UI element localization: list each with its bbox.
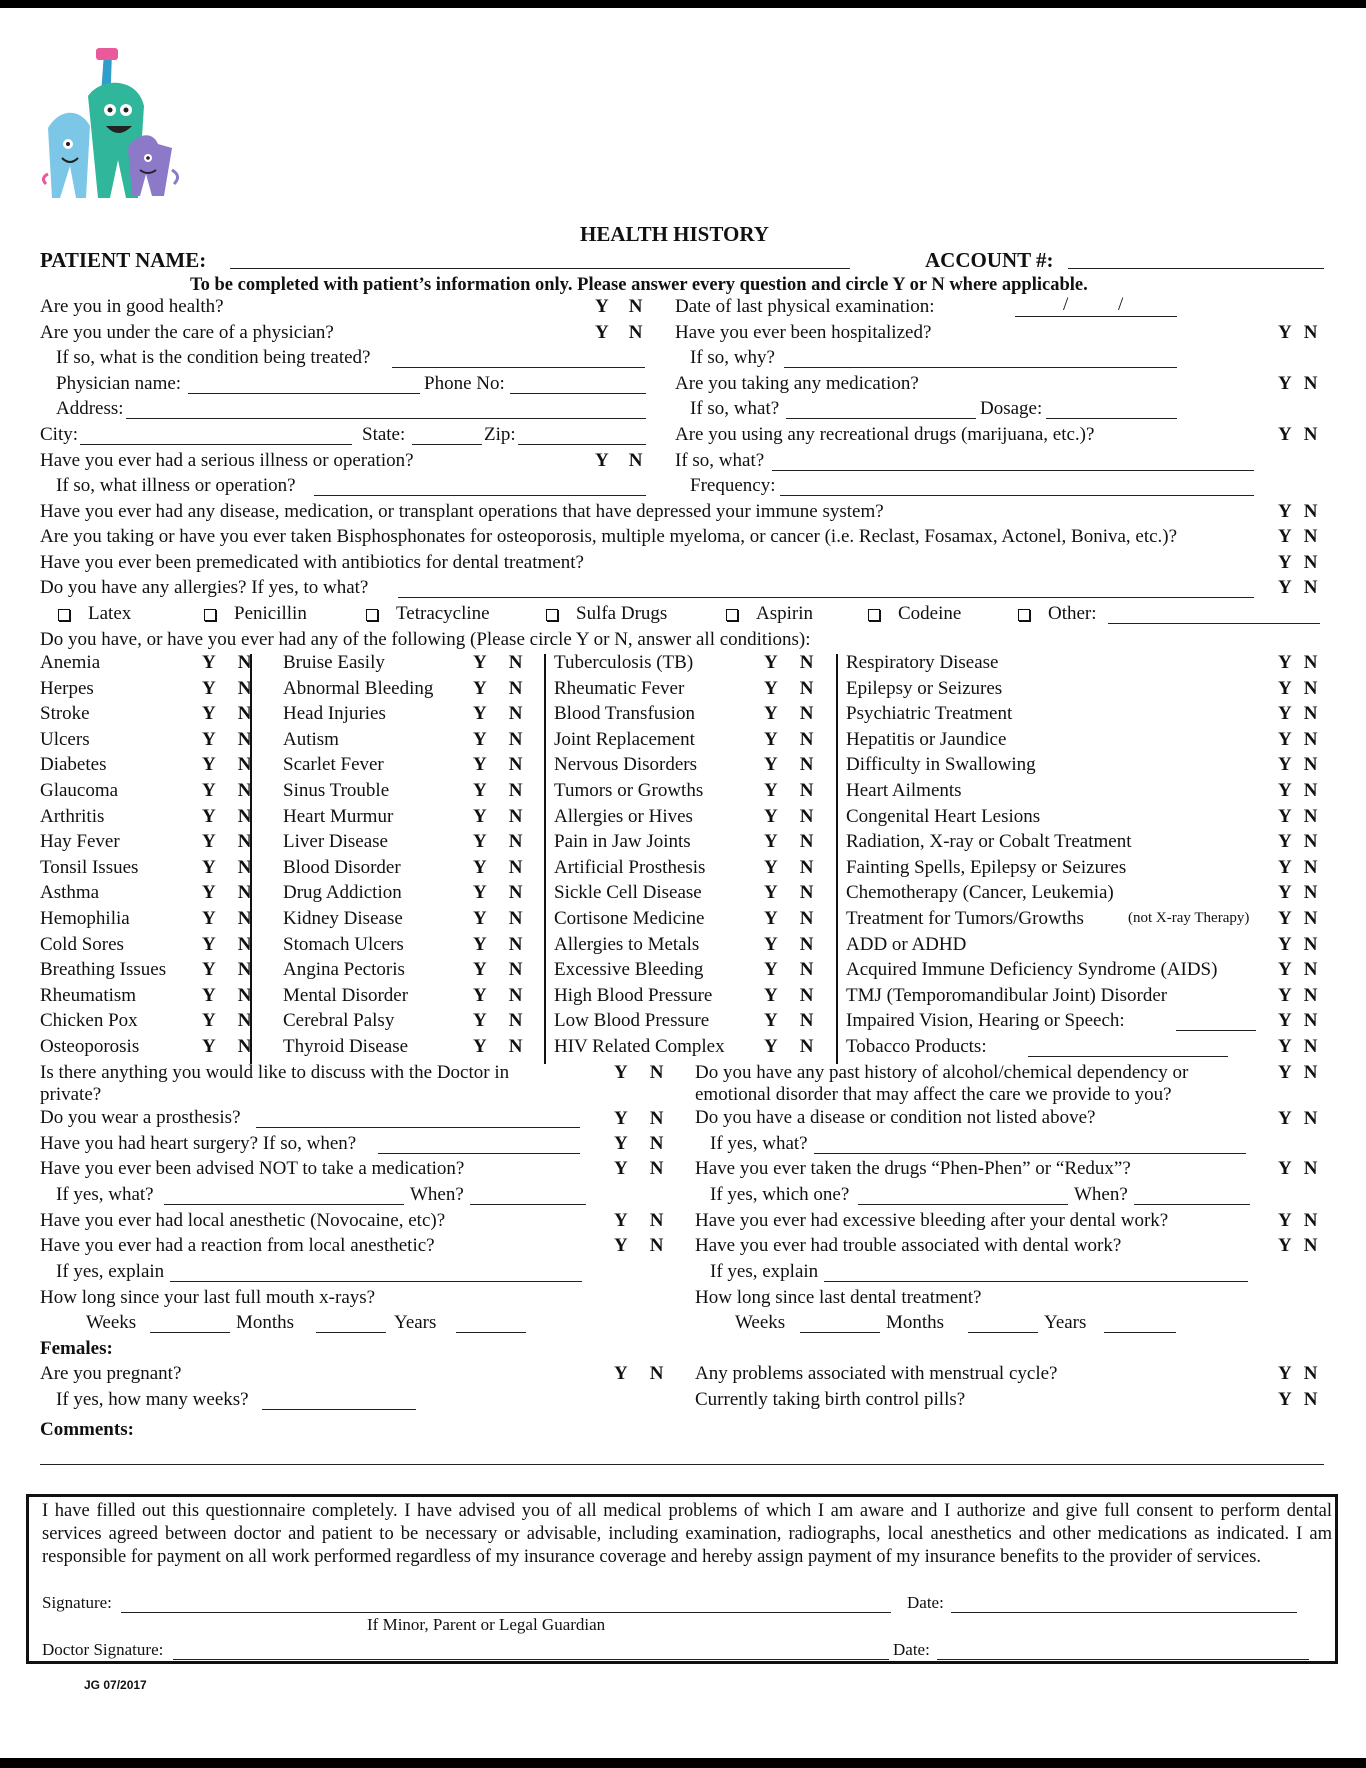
xrays-weeks-field[interactable] xyxy=(150,1332,230,1333)
yn-heart-surgery[interactable]: Y N xyxy=(614,1133,664,1154)
yn-prosthesis[interactable]: Y N xyxy=(614,1108,664,1129)
treatment-years-field[interactable] xyxy=(1104,1332,1176,1333)
condition-label: Hemophilia xyxy=(40,908,130,929)
checkbox-icon[interactable] xyxy=(726,609,738,621)
q-phen-phen: Have you ever taken the drugs “Phen-Phen” or “Redux”? xyxy=(695,1158,1131,1179)
condition-label: Ulcers xyxy=(40,728,90,750)
condition-label: Excessive Bleeding xyxy=(554,959,704,981)
condition-label: Head Injuries xyxy=(283,703,386,725)
xrays-months-label: Months xyxy=(236,1312,295,1333)
pregnant-weeks-field[interactable] xyxy=(262,1409,416,1410)
condition-label: High Blood Pressure xyxy=(554,984,713,1006)
condition-yn[interactable]: Y N xyxy=(202,652,252,673)
condition-yn[interactable]: Y N xyxy=(764,831,814,853)
trouble-explain-field[interactable] xyxy=(824,1281,1248,1282)
comments-label: Comments: xyxy=(40,1419,134,1440)
condition-label: Difficulty in Swallowing xyxy=(846,754,1036,776)
condition-yn[interactable]: Y N xyxy=(764,728,814,750)
condition-label: Cerebral Palsy xyxy=(283,1010,395,1032)
condition-detail-field[interactable] xyxy=(1176,1030,1256,1031)
condition-label: Angina Pectoris xyxy=(283,959,405,981)
condition-yn[interactable]: Y N xyxy=(1278,1010,1318,1032)
yn-discuss-private[interactable]: Y N xyxy=(614,1062,664,1083)
condition-yn[interactable]: Y N xyxy=(764,754,814,776)
condition-label: Psychiatric Treatment xyxy=(846,703,1013,725)
condition-yn[interactable]: Y N xyxy=(1278,831,1318,853)
patient-name-field[interactable] xyxy=(230,268,850,269)
allergy-option-sulfa[interactable]: Sulfa Drugs xyxy=(546,603,667,625)
q-recreational: Are you using any recreational drugs (marijuana, etc.)? xyxy=(675,424,1095,445)
condition-label: Tuberculosis (TB) xyxy=(554,652,694,673)
yn-medication[interactable]: Y N xyxy=(1278,373,1318,394)
treatment-weeks-label: Weeks xyxy=(735,1312,786,1333)
allergy-option-tetracycline[interactable]: Tetracycline xyxy=(366,603,490,625)
q-good-health: Are you in good health? xyxy=(40,296,224,317)
females-heading: Females: xyxy=(40,1338,113,1359)
condition-label: Glaucoma xyxy=(40,780,119,801)
checkbox-icon[interactable] xyxy=(868,609,880,621)
condition-yn[interactable]: Y N xyxy=(1278,882,1318,904)
condition-label: Diabetes xyxy=(40,754,107,776)
q-medication: Are you taking any medication? xyxy=(675,373,919,394)
signature-field[interactable] xyxy=(121,1612,891,1613)
dosage-label: Dosage: xyxy=(980,398,1043,419)
q-xrays: How long since your last full mouth x-rays? xyxy=(40,1287,376,1308)
address-label: Address: xyxy=(56,398,124,419)
doctor-date-label: Date: xyxy=(893,1640,930,1659)
yn-premedicated[interactable]: Y N xyxy=(1278,552,1318,573)
condition-label: Allergies or Hives xyxy=(554,805,693,827)
yn-immune[interactable]: Y N xyxy=(1278,501,1318,522)
yn-reaction[interactable]: Y N xyxy=(614,1235,664,1256)
condition-treated-field[interactable] xyxy=(392,367,645,368)
condition-yn[interactable]: Y N xyxy=(473,1010,523,1032)
condition-label: ADD or ADHD xyxy=(846,933,967,955)
yn-physician-care[interactable]: Y N xyxy=(595,322,643,343)
q-discuss-private: Is there anything you would like to discuss with the Doctor in xyxy=(40,1062,510,1083)
why-label: If so, why? xyxy=(690,347,775,368)
condition-yn[interactable]: Y N xyxy=(764,780,814,801)
condition-label: Blood Transfusion xyxy=(554,703,695,725)
condition-yn[interactable]: Y N xyxy=(202,933,252,955)
q-not-listed: Do you have a disease or condition not listed above? xyxy=(695,1107,1096,1128)
q-dependency-2: emotional disorder that may affect the care we provide to you? xyxy=(695,1084,1172,1105)
condition-label: Anemia xyxy=(40,652,101,673)
condition-yn[interactable]: Y N xyxy=(202,703,252,725)
patient-name-label: PATIENT NAME: xyxy=(40,248,207,272)
condition-yn[interactable]: Y N xyxy=(473,780,523,801)
condition-label: Chicken Pox xyxy=(40,1010,138,1032)
q-dependency: Do you have any past history of alcohol/chemical dependency or xyxy=(695,1062,1189,1083)
instructions: To be completed with patient’s information only. Please answer every question and circle Y or N where applicable. xyxy=(190,275,1088,295)
condition-label: Arthritis xyxy=(40,805,105,827)
not-take-med-when-field[interactable] xyxy=(470,1204,586,1205)
condition-yn[interactable]: Y N xyxy=(1278,754,1318,776)
q-birth-control: Currently taking birth control pills? xyxy=(695,1389,966,1410)
yn-recreational[interactable]: Y N xyxy=(1278,424,1318,445)
condition-yn[interactable]: Y N xyxy=(764,1036,814,1057)
yn-not-listed[interactable]: Y N xyxy=(1278,1108,1318,1129)
condition-yn[interactable]: Y N xyxy=(473,754,523,776)
condition-yn[interactable]: Y N xyxy=(1278,984,1318,1006)
condition-yn[interactable]: Y N xyxy=(764,856,814,878)
comments-field[interactable] xyxy=(40,1464,1324,1465)
yn-excessive-bleeding[interactable]: Y N xyxy=(1278,1210,1318,1231)
checkbox-icon[interactable] xyxy=(58,609,70,621)
xrays-weeks-label: Weeks xyxy=(86,1312,137,1333)
condition-label: Sinus Trouble xyxy=(283,780,390,801)
condition-label: Abnormal Bleeding xyxy=(283,677,434,699)
q-bisphosphonates: Are you taking or have you ever taken Bisphosphonates for osteoporosis, multiple myeloma, or cancer (i.e. Reclast, Fosamax, Actonel, Boniva, etc.)? xyxy=(40,526,1178,547)
q-physician-care: Are you under the care of a physician? xyxy=(40,322,334,343)
signature-label: Signature: xyxy=(42,1593,112,1612)
checkbox-icon[interactable] xyxy=(366,609,378,621)
yn-hospitalized[interactable]: Y N xyxy=(1278,322,1318,343)
date-slash-1: / xyxy=(1063,294,1069,315)
yn-menstrual[interactable]: Y N xyxy=(1278,1363,1318,1384)
checkbox-icon[interactable] xyxy=(1018,609,1030,621)
condition-yn[interactable]: Y N xyxy=(764,805,814,827)
condition-yn[interactable]: Y N xyxy=(473,1036,523,1057)
condition-yn[interactable]: Y N xyxy=(473,677,523,699)
condition-label: Treatment for Tumors/Growths xyxy=(846,908,1084,929)
q-last-dental-treatment: How long since last dental treatment? xyxy=(695,1287,982,1308)
q-immune: Have you ever had any disease, medication, or transplant operations that have depressed your immune system? xyxy=(40,501,884,522)
frequency-label: Frequency: xyxy=(690,475,776,496)
condition-yn[interactable]: Y N xyxy=(1278,703,1318,725)
phen-which-label: If yes, which one? xyxy=(710,1184,850,1205)
condition-label: Tonsil Issues xyxy=(40,856,139,878)
medication-what-field[interactable] xyxy=(786,418,976,419)
reaction-explain-label: If yes, explain xyxy=(56,1261,165,1282)
yn-birth-control[interactable]: Y N xyxy=(1278,1389,1318,1410)
condition-yn[interactable]: Y N xyxy=(202,1036,252,1057)
yn-serious-illness[interactable]: Y N xyxy=(595,450,643,471)
condition-yn[interactable]: Y N xyxy=(202,959,252,981)
q-not-take-medication: Have you ever been advised NOT to take a medication? xyxy=(40,1158,465,1179)
condition-yn[interactable]: Y N xyxy=(202,831,252,853)
yn-allergies[interactable]: Y N xyxy=(1278,577,1318,598)
physician-name-label: Physician name: xyxy=(56,373,182,394)
treatment-weeks-field[interactable] xyxy=(800,1332,880,1333)
state-field[interactable] xyxy=(412,444,482,445)
consent-box xyxy=(26,1494,1338,1664)
signature-date-field[interactable] xyxy=(951,1612,1297,1613)
condition-yn[interactable]: Y N xyxy=(764,882,814,904)
condition-label: Epilepsy or Seizures xyxy=(846,677,1003,699)
condition-label: Autism xyxy=(283,728,339,750)
signature-date-label: Date: xyxy=(907,1593,944,1612)
q-heart-surgery: Have you had heart surgery? If so, when? xyxy=(40,1133,357,1154)
condition-label: Liver Disease xyxy=(283,831,388,853)
condition-label: Cortisone Medicine xyxy=(554,908,705,929)
condition-yn[interactable]: Y N xyxy=(1278,728,1318,750)
date-slash-2: / xyxy=(1118,294,1124,315)
xrays-months-field[interactable] xyxy=(316,1332,386,1333)
condition-yn[interactable]: Y N xyxy=(473,652,523,673)
phone-label: Phone No: xyxy=(424,373,505,394)
why-field[interactable] xyxy=(784,367,1177,368)
condition-label: Mental Disorder xyxy=(283,984,409,1006)
condition-yn[interactable]: Y N xyxy=(202,677,252,699)
phone-field[interactable] xyxy=(510,393,646,394)
condition-yn[interactable]: Y N xyxy=(202,754,252,776)
condition-label: Rheumatism xyxy=(40,984,137,1006)
condition-label: Asthma xyxy=(40,882,100,904)
heart-surgery-field[interactable] xyxy=(378,1153,580,1154)
tooth-monsters-logo-icon xyxy=(40,48,190,218)
condition-label: Heart Murmur xyxy=(283,805,394,827)
condition-yn[interactable]: Y N xyxy=(1278,1036,1318,1057)
condition-note: (not X-ray Therapy) xyxy=(1128,910,1250,926)
condition-label: Congenital Heart Lesions xyxy=(846,805,1041,827)
q-serious-illness: Have you ever had a serious illness or operation? xyxy=(40,450,414,471)
condition-label: Acquired Immune Deficiency Syndrome (AIDS) xyxy=(846,959,1218,981)
condition-label: Radiation, X-ray or Cobalt Treatment xyxy=(846,831,1132,853)
q-allergies: Do you have any allergies? If yes, to what? xyxy=(40,577,369,598)
conditions-intro: Do you have, or have you ever had any of the following (Please circle Y or N, answer all conditions): xyxy=(40,629,811,650)
condition-yn[interactable]: Y N xyxy=(1278,780,1318,801)
condition-yn[interactable]: Y N xyxy=(473,728,523,750)
condition-label: Rheumatic Fever xyxy=(554,677,685,699)
condition-yn[interactable]: Y N xyxy=(764,933,814,955)
condition-label: Allergies to Metals xyxy=(554,933,700,955)
recreational-what-label: If so, what? xyxy=(675,450,765,471)
frequency-field[interactable] xyxy=(780,495,1254,496)
allergy-option-codeine[interactable]: Codeine xyxy=(868,603,961,625)
yn-trouble-dental[interactable]: Y N xyxy=(1278,1235,1318,1256)
q-menstrual: Any problems associated with menstrual cycle? xyxy=(695,1363,1058,1384)
condition-label: Hay Fever xyxy=(40,831,120,853)
prosthesis-field[interactable] xyxy=(256,1127,580,1128)
yn-phen-phen[interactable]: Y N xyxy=(1278,1158,1318,1179)
condition-yn[interactable]: Y N xyxy=(1278,856,1318,878)
condition-yn[interactable]: Y N xyxy=(764,959,814,981)
guardian-note: If Minor, Parent or Legal Guardian xyxy=(367,1615,606,1634)
city-label: City: xyxy=(40,424,79,445)
pregnant-weeks-label: If yes, how many weeks? xyxy=(56,1389,249,1410)
condition-yn[interactable]: Y N xyxy=(473,984,523,1006)
zip-label: Zip: xyxy=(484,424,516,445)
consent-text: I have filled out this questionnaire completely. I have advised you of all medical problems of which I am aware and I authorize and give full consent to perform dental services agreed between doctor and patient to be necessary or advisable, including examination, radiographs, local anesthetics and other medications as indicated. I am responsible for payment on all work performed regardless of my insurance coverage and hereby assign payment of my insurance benefits to the provider of services. xyxy=(42,1501,1332,1567)
condition-yn[interactable]: Y N xyxy=(764,1010,814,1032)
reaction-explain-field[interactable] xyxy=(170,1281,582,1282)
condition-label: Stroke xyxy=(40,703,90,725)
condition-yn[interactable]: Y N xyxy=(202,856,252,878)
conditions-column-divider xyxy=(544,654,546,1064)
condition-label: Fainting Spells, Epilepsy or Seizures xyxy=(846,856,1127,878)
doctor-date-field[interactable] xyxy=(937,1659,1309,1660)
not-take-med-what-label: If yes, what? xyxy=(56,1184,154,1205)
condition-yn[interactable]: Y N xyxy=(202,908,252,929)
condition-yn[interactable]: Y N xyxy=(1278,805,1318,827)
condition-yn[interactable]: Y N xyxy=(473,831,523,853)
condition-yn[interactable]: Y N xyxy=(764,984,814,1006)
condition-yn[interactable]: Y N xyxy=(1278,677,1318,699)
yn-good-health[interactable]: Y N xyxy=(595,296,643,317)
treatment-years-label: Years xyxy=(1044,1312,1087,1333)
allergies-field[interactable] xyxy=(398,597,1254,598)
condition-label: Artificial Prosthesis xyxy=(554,856,706,878)
last-physical-date-field[interactable] xyxy=(1015,316,1177,317)
condition-label: Blood Disorder xyxy=(283,856,401,878)
dosage-field[interactable] xyxy=(1046,418,1177,419)
condition-label: Chemotherapy (Cancer, Leukemia) xyxy=(846,882,1114,904)
condition-label: Drug Addiction xyxy=(283,882,402,904)
condition-label: Stomach Ulcers xyxy=(283,933,404,955)
condition-label: Herpes xyxy=(40,677,94,699)
condition-yn[interactable]: Y N xyxy=(1278,933,1318,955)
top-border xyxy=(0,0,1366,8)
q-excessive-bleeding: Have you ever had excessive bleeding after your dental work? xyxy=(695,1210,1169,1231)
not-listed-what-label: If yes, what? xyxy=(710,1133,808,1154)
condition-yn[interactable]: Y N xyxy=(764,652,814,673)
condition-yn[interactable]: Y N xyxy=(202,882,252,904)
what-illness-label: If so, what illness or operation? xyxy=(56,475,296,496)
condition-label: Thyroid Disease xyxy=(283,1036,409,1057)
yn-not-take-medication[interactable]: Y N xyxy=(614,1158,664,1179)
condition-yn[interactable]: Y N xyxy=(473,805,523,827)
condition-label: Low Blood Pressure xyxy=(554,1010,710,1032)
condition-label: Hepatitis or Jaundice xyxy=(846,728,1007,750)
condition-yn[interactable]: Y N xyxy=(764,677,814,699)
condition-yn[interactable]: Y N xyxy=(1278,959,1318,981)
condition-yn[interactable]: Y N xyxy=(473,933,523,955)
condition-yn[interactable]: Y N xyxy=(764,908,814,929)
condition-label: Nervous Disorders xyxy=(554,754,698,776)
condition-label: TMJ (Temporomandibular Joint) Disorder xyxy=(846,984,1168,1006)
allergy-other-field[interactable] xyxy=(1108,623,1320,624)
condition-yn[interactable]: Y N xyxy=(473,856,523,878)
condition-yn[interactable]: Y N xyxy=(473,703,523,725)
phen-when-label: When? xyxy=(1074,1184,1128,1205)
allergy-option-latex[interactable]: Latex xyxy=(58,603,131,625)
condition-label: Heart Ailments xyxy=(846,780,962,801)
condition-yn[interactable]: Y N xyxy=(473,908,523,929)
xrays-years-field[interactable] xyxy=(456,1332,526,1333)
q-premedicated: Have you ever been premedicated with antibiotics for dental treatment? xyxy=(40,552,584,573)
address-field[interactable] xyxy=(126,418,646,419)
condition-yn[interactable]: Y N xyxy=(764,703,814,725)
condition-yn[interactable]: Y N xyxy=(1278,652,1318,673)
condition-yn[interactable]: Y N xyxy=(202,780,252,801)
condition-label: Pain in Jaw Joints xyxy=(554,831,691,853)
physician-name-field[interactable] xyxy=(188,393,420,394)
what-illness-field[interactable] xyxy=(314,495,646,496)
condition-detail-field[interactable] xyxy=(1028,1056,1228,1057)
condition-yn[interactable]: Y N xyxy=(473,882,523,904)
zip-field[interactable] xyxy=(518,444,646,445)
yn-dependency[interactable]: Y N xyxy=(1278,1062,1318,1083)
phen-when-field[interactable] xyxy=(1134,1204,1250,1205)
q-hospitalized: Have you ever been hospitalized? xyxy=(675,322,932,343)
condition-label: Breathing Issues xyxy=(40,959,167,981)
condition-yn[interactable]: Y N xyxy=(202,984,252,1006)
recreational-what-field[interactable] xyxy=(772,470,1254,471)
condition-yn[interactable]: Y N xyxy=(202,728,252,750)
treatment-months-label: Months xyxy=(886,1312,945,1333)
q-reaction: Have you ever had a reaction from local anesthetic? xyxy=(40,1235,435,1256)
doctor-signature-field[interactable] xyxy=(173,1659,889,1660)
not-take-med-when-label: When? xyxy=(410,1184,464,1205)
condition-label: Respiratory Disease xyxy=(846,652,999,673)
q-pregnant: Are you pregnant? xyxy=(40,1363,182,1384)
condition-yn[interactable]: Y N xyxy=(202,805,252,827)
q-trouble-dental: Have you ever had trouble associated with dental work? xyxy=(695,1235,1122,1256)
conditions-column-divider xyxy=(836,654,838,1064)
condition-label: Cold Sores xyxy=(40,933,124,955)
condition-label: Scarlet Fever xyxy=(283,754,384,776)
q-local-anesthetic: Have you ever had local anesthetic (Novocaine, etc)? xyxy=(40,1210,446,1231)
condition-label: Osteoporosis xyxy=(40,1036,140,1057)
q-last-physical: Date of last physical examination: xyxy=(675,296,935,317)
condition-label: Tumors or Growths xyxy=(554,780,704,801)
condition-label: Bruise Easily xyxy=(283,652,385,673)
phen-which-field[interactable] xyxy=(858,1204,1068,1205)
yn-pregnant[interactable]: Y N xyxy=(614,1363,664,1384)
page-title: HEALTH HISTORY xyxy=(580,222,769,246)
condition-yn[interactable]: Y N xyxy=(1278,908,1318,929)
medication-what-label: If so, what? xyxy=(690,398,780,419)
checkbox-icon[interactable] xyxy=(204,609,216,621)
condition-label: HIV Related Complex xyxy=(554,1036,725,1057)
allergy-option-penicillin[interactable]: Penicillin xyxy=(204,603,307,625)
trouble-explain-label: If yes, explain xyxy=(710,1261,819,1282)
doctor-signature-label: Doctor Signature: xyxy=(42,1640,164,1659)
xrays-years-label: Years xyxy=(394,1312,437,1333)
condition-treated-label: If so, what is the condition being treated? xyxy=(56,347,371,368)
account-field[interactable] xyxy=(1068,268,1324,269)
q-prosthesis: Do you wear a prosthesis? xyxy=(40,1107,241,1128)
account-label: ACCOUNT #: xyxy=(925,248,1054,272)
state-label: State: xyxy=(362,424,406,445)
checkbox-icon[interactable] xyxy=(546,609,558,621)
treatment-months-field[interactable] xyxy=(968,1332,1038,1333)
allergy-option-aspirin[interactable]: Aspirin xyxy=(726,603,813,625)
yn-bisphosphonates[interactable]: Y N xyxy=(1278,526,1318,547)
condition-label: Joint Replacement xyxy=(554,728,695,750)
condition-yn[interactable]: Y N xyxy=(473,959,523,981)
bottom-border xyxy=(0,1758,1366,1768)
allergy-option-other[interactable]: Other: xyxy=(1018,603,1097,625)
condition-yn[interactable]: Y N xyxy=(202,1010,252,1032)
q-discuss-private-2: private? xyxy=(40,1084,102,1105)
condition-label: Impaired Vision, Hearing or Speech: xyxy=(846,1010,1125,1032)
yn-local-anesthetic[interactable]: Y N xyxy=(614,1210,664,1231)
footer-code: JG 07/2017 xyxy=(84,1678,147,1692)
not-listed-what-field[interactable] xyxy=(814,1153,1246,1154)
condition-label: Sickle Cell Disease xyxy=(554,882,702,904)
city-field[interactable] xyxy=(80,444,352,445)
condition-label: Kidney Disease xyxy=(283,908,403,929)
condition-label: Tobacco Products: xyxy=(846,1036,987,1057)
not-take-med-what-field[interactable] xyxy=(164,1204,404,1205)
